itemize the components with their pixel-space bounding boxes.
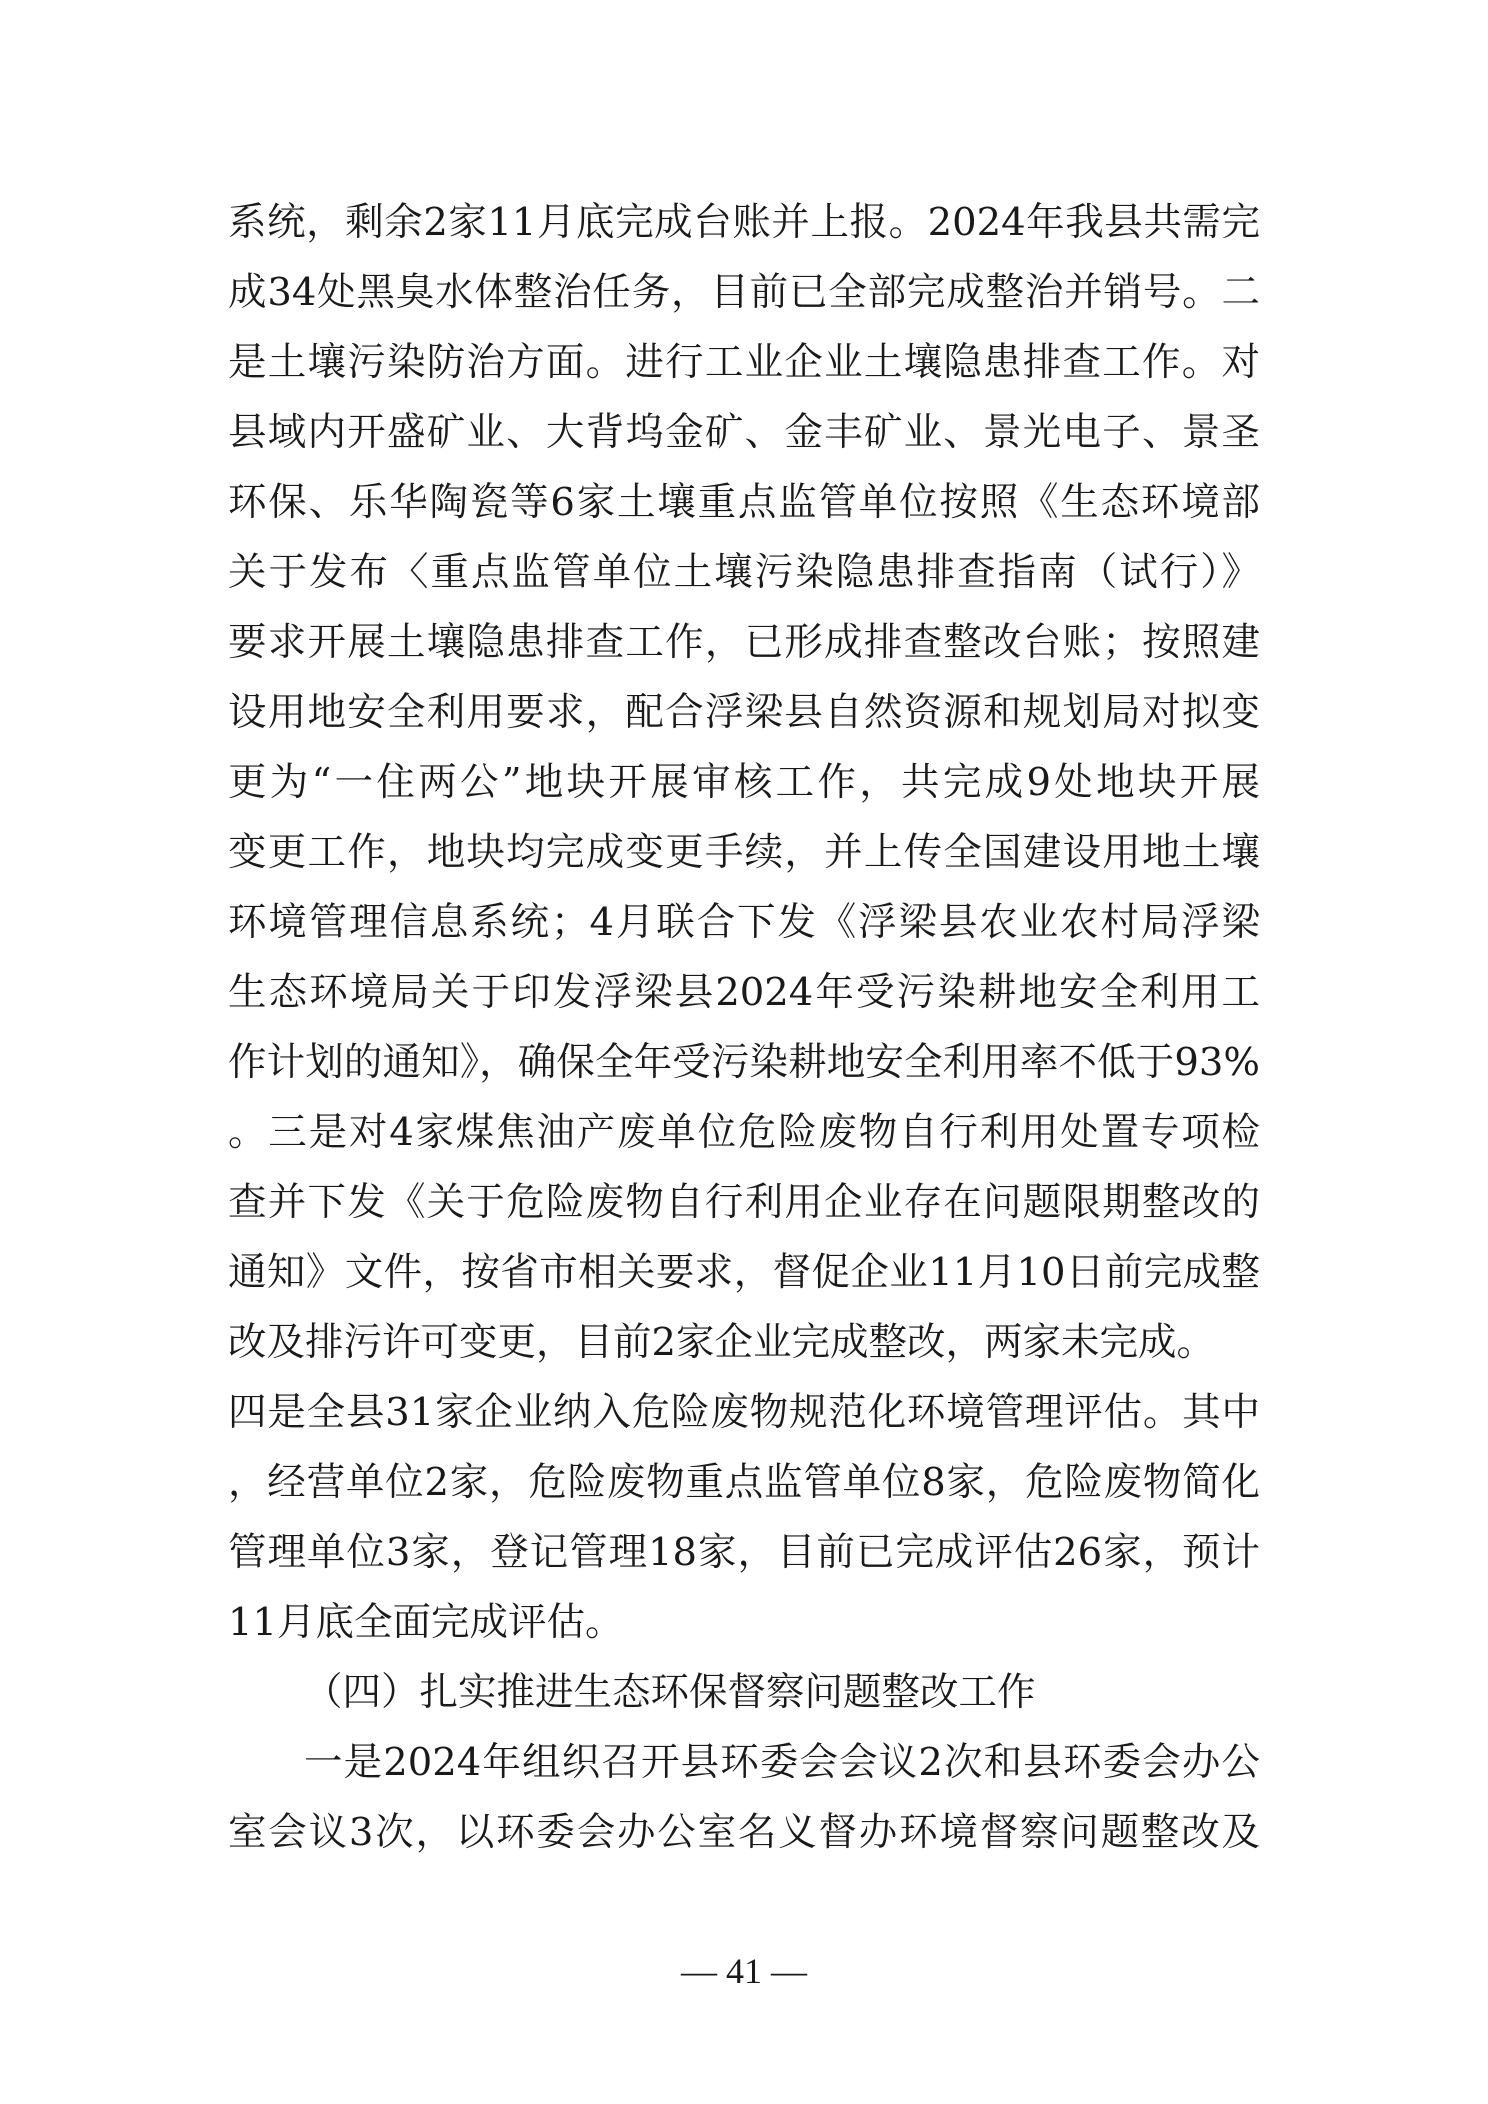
- text-line: 环保、乐华陶瓷等6家土壤重点监管单位按照《生态环境部: [228, 480, 1260, 525]
- text-line: 环境管理信息系统；4月联合下发《浮梁县农业农村局浮梁: [228, 900, 1260, 945]
- text-line: 查并下发《关于危险废物自行利用企业存在问题限期整改的: [228, 1180, 1260, 1225]
- text-line: 四是全县31家企业纳入危险废物规范化环境管理评估。其中: [228, 1390, 1260, 1435]
- text-line: ，经营单位2家，危险废物重点监管单位8家，危险废物简化: [228, 1460, 1260, 1505]
- text-line: 设用地安全利用要求，配合浮梁县自然资源和规划局对拟变: [228, 690, 1260, 735]
- text-line: 县域内开盛矿业、大背坞金矿、金丰矿业、景光电子、景圣: [228, 410, 1260, 455]
- document-body: [228, 188, 1260, 1868]
- section-heading: （四）扎实推进生态环保督察问题整改工作: [304, 1670, 1036, 1715]
- text-line: 管理单位3家，登记管理18家，目前已完成评估26家，预计: [228, 1530, 1260, 1575]
- text-line: 作计划的通知》，确保全年受污染耕地安全利用率不低于93%: [228, 1040, 1260, 1085]
- text-line: 关于发布〈重点监管单位土壤污染隐患排查指南（试行）》: [228, 550, 1260, 595]
- text-line: 通知》文件，按省市相关要求，督促企业11月10日前完成整: [228, 1250, 1260, 1295]
- text-line: 室会议3次，以环委会办公室名义督办环境督察问题整改及: [228, 1810, 1260, 1855]
- page-number: — 41 —: [681, 1951, 807, 1991]
- text-line: 更为“一住两公”地块开展审核工作，共完成9处地块开展: [228, 760, 1260, 805]
- text-line: 变更工作，地块均完成变更手续，并上传全国建设用地土壤: [228, 830, 1260, 875]
- text-line: 一是2024年组织召开县环委会会议2次和县环委会办公: [304, 1740, 1260, 1785]
- text-line: 改及排污许可变更，目前2家企业完成整改，两家未完成。: [228, 1320, 1215, 1365]
- text-line: 要求开展土壤隐患排查工作，已形成排查整改台账；按照建: [228, 620, 1260, 665]
- text-line: 成34处黑臭水体整治任务，目前已全部完成整治并销号。二: [228, 270, 1260, 315]
- text-line: 。三是对4家煤焦油产废单位危险废物自行利用处置专项检: [228, 1110, 1260, 1155]
- text-line: 是土壤污染防治方面。进行工业企业土壤隐患排查工作。对: [228, 340, 1260, 385]
- text-line: 11月底全面完成评估。: [228, 1600, 624, 1645]
- text-line: 生态环境局关于印发浮梁县2024年受污染耕地安全利用工: [228, 970, 1260, 1015]
- text-line: 系统，剩余2家11月底完成台账并上报。2024年我县共需完: [228, 200, 1260, 245]
